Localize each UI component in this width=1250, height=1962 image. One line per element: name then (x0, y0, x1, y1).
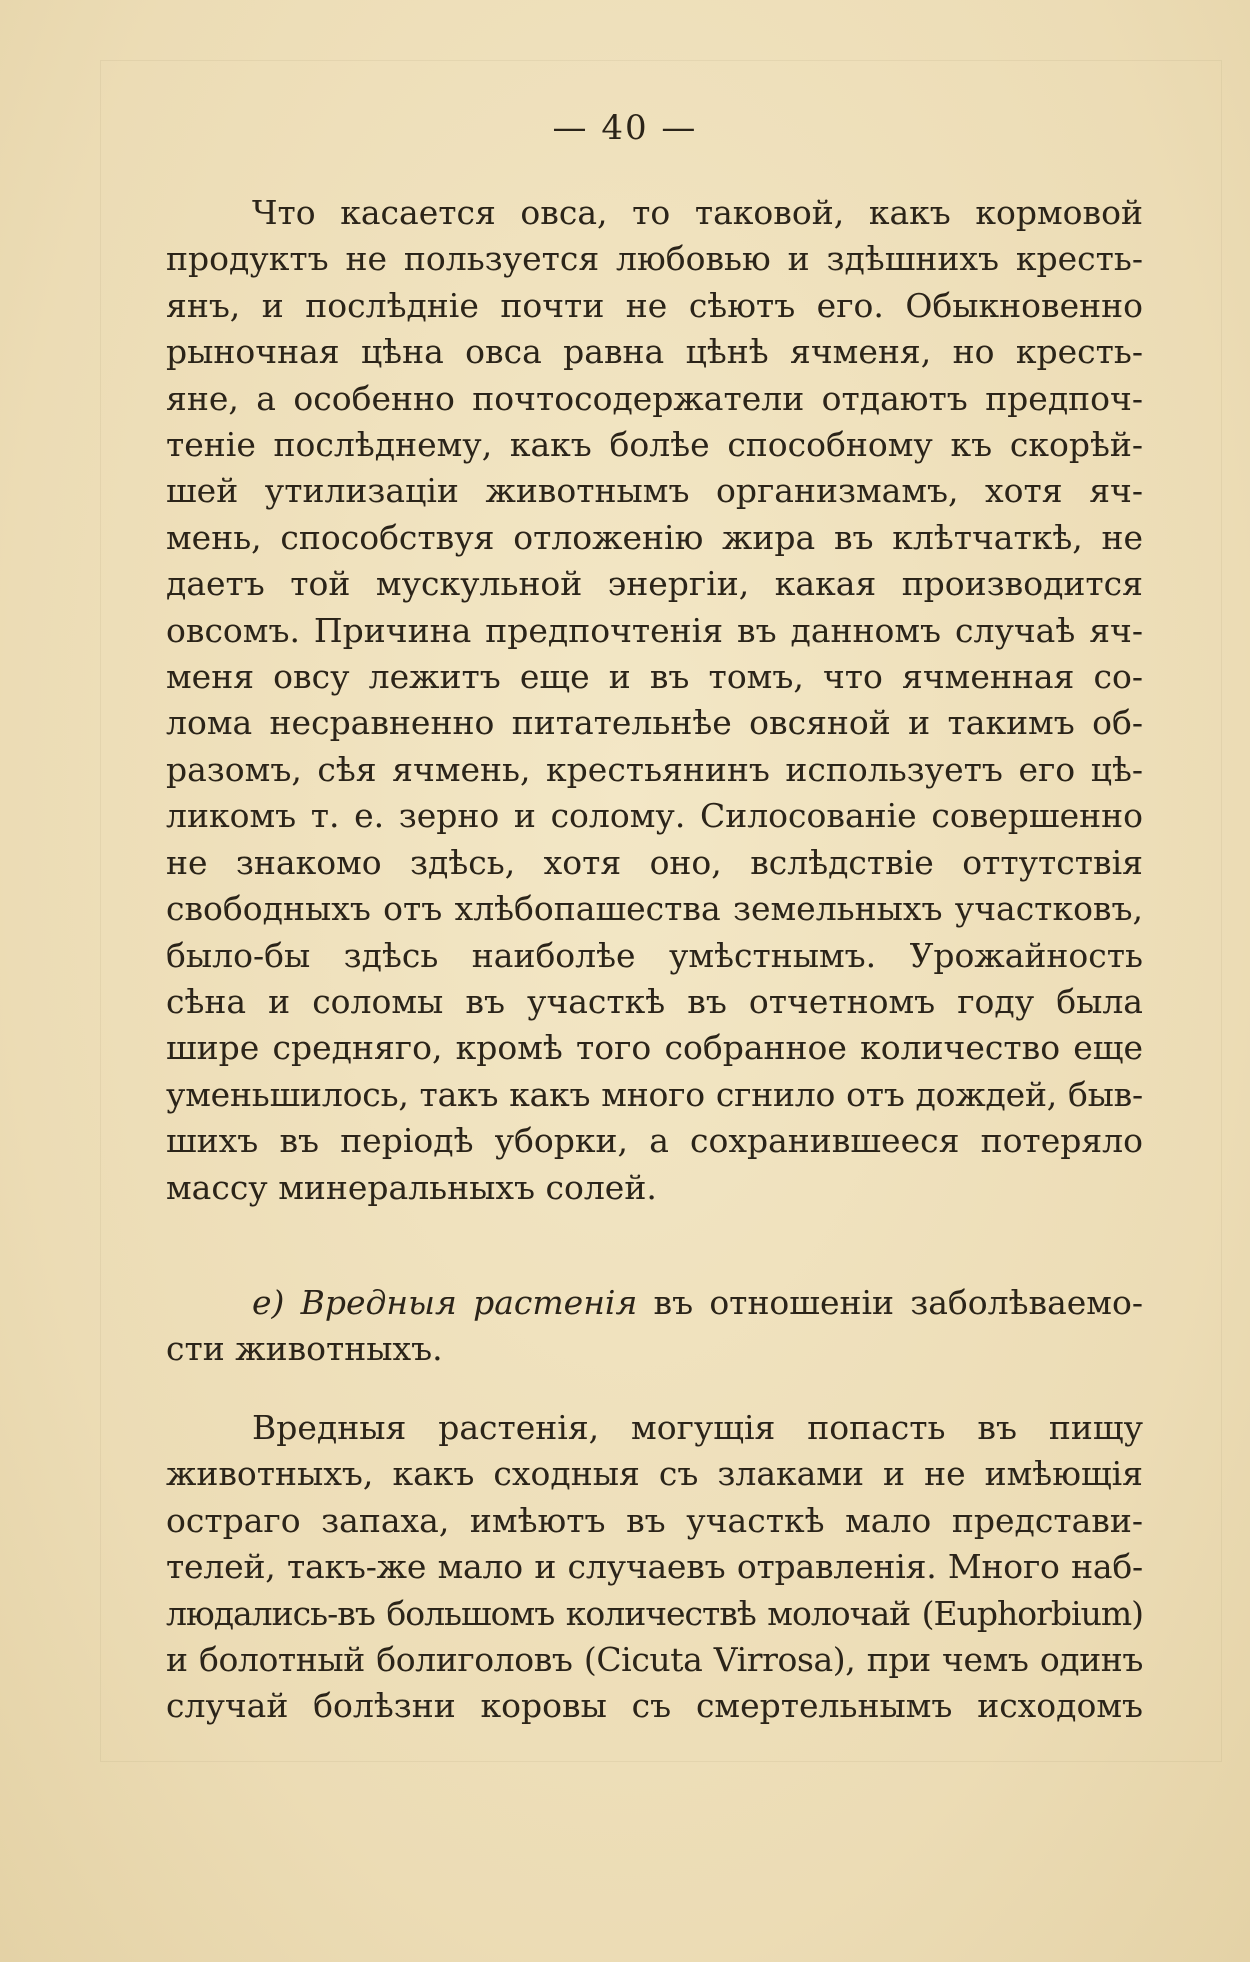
heading-title: Вредныя растенія (300, 1283, 638, 1322)
heading-line: сти животныхъ. (166, 1329, 443, 1369)
text-line: даетъ той мускульной энергіи, какая производится (166, 564, 1143, 604)
heading-line (166, 1280, 1143, 1326)
heading-rest: въ отношеніи заболѣваемо- (653, 1283, 1143, 1322)
text-line: продуктъ не пользуется любовью и здѣшнихъ кресть- (166, 239, 1143, 279)
text-line: массу минеральныхъ солей. (166, 1167, 657, 1207)
page-number: — 40 — (552, 108, 698, 148)
paragraph-harmful-plants (166, 1405, 1143, 1730)
section-heading-harmful-plants (166, 1280, 1143, 1373)
text-line: свободныхъ отъ хлѣбопашества земельныхъ участковъ, (166, 889, 1143, 929)
text-line: шире средняго, кромѣ того собранное количество еще (166, 1028, 1143, 1068)
text-line: и болотный болиголовъ (Cicuta Virrosa), при чемъ одинъ (166, 1640, 1143, 1680)
text-line: людались-въ большомъ количествѣ молочай (Euphorbium) (166, 1593, 1143, 1633)
text-line: Что касается овса, то таковой, какъ кормовой (252, 193, 1143, 232)
text-line: лома несравненно питательнѣе овсяной и такимъ об- (166, 703, 1143, 743)
text-line: янъ, и послѣдніе почти не сѣютъ его. Обыкновенно (166, 285, 1143, 325)
text-line: меня овсу лежитъ еще и въ томъ, что ячменная со- (166, 657, 1143, 697)
text-line: рыночная цѣна овса равна цѣнѣ ячменя, но кресть- (166, 332, 1143, 372)
text-line: сѣна и соломы въ участкѣ въ отчетномъ году была (166, 981, 1143, 1021)
paragraph-oats (166, 190, 1143, 1211)
text-line: животныхъ, какъ сходныя съ злаками и не имѣющія (166, 1454, 1143, 1494)
text-line: не знакомо здѣсь, хотя оно, вслѣдствіе оттутствія (166, 842, 1143, 882)
text-line: яне, а особенно почтосодержатели отдаютъ предпоч- (166, 378, 1143, 418)
text-line: шихъ въ періодѣ уборки, а сохранившееся потеряло (166, 1121, 1143, 1161)
heading-label: е) (252, 1283, 285, 1322)
text-line: остраго запаха, имѣютъ въ участкѣ мало представи- (166, 1500, 1143, 1540)
text-line: случай болѣзни коровы съ смертельнымъ исходомъ (166, 1686, 1143, 1726)
text-line: теніе послѣднему, какъ болѣе способному къ скорѣй- (166, 425, 1143, 465)
text-line: шей утилизаціи животнымъ организмамъ, хотя яч- (166, 471, 1143, 511)
text-line: мень, способствуя отложенію жира въ клѣтчаткѣ, не (166, 517, 1143, 557)
text-line: овсомъ. Причина предпочтенія въ данномъ случаѣ яч- (166, 610, 1143, 650)
text-line: телей, такъ-же мало и случаевъ отравленія. Много наб- (166, 1547, 1143, 1587)
text-line: уменьшилось, такъ какъ много сгнило отъ дождей, быв- (166, 1074, 1143, 1114)
text-line: было-бы здѣсь наиболѣе умѣстнымъ. Урожайность (166, 935, 1143, 975)
text-line: Вредныя растенія, могущія попасть въ пищу (252, 1408, 1143, 1447)
text-line: разомъ, сѣя ячмень, крестьянинъ используетъ его цѣ- (166, 749, 1143, 789)
text-line: ликомъ т. е. зерно и солому. Силосованіе совершенно (166, 796, 1143, 836)
